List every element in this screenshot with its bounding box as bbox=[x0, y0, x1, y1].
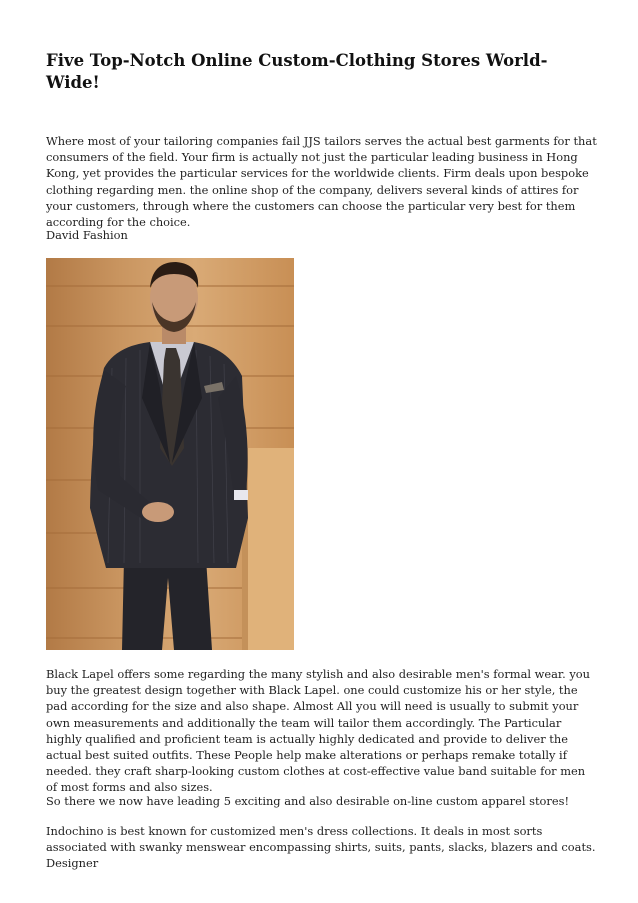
paragraph-intro: Where most of your tailoring companies fail JJS tailors serves the actual best garments for that consumers of the field. Your firm is actually not just the particular leading business in Hong Kong, yet provides the particular services for the worldwide clients. Firm deals upon bespoke clothing regarding men. the online shop of the company, delivers several kinds of attires for your customers, through where the customers can choose the particular very best for them according for the choice. bbox=[46, 134, 597, 230]
paragraph-black-lapel: Black Lapel offers some regarding the many stylish and also desirable men's formal wear. you buy the greatest design together with Black Lapel. one could customize his or her style, the pad according for the size and also shape. Almost All you will need is usually to submit your own measurements and additionally the team will tailor them accordingly. The Particular highly qualified and proficient team is actually highly dedicated and provide to deliver the actual best suited outfits. These People help make alterations or perhaps remake totally if needed. they craft sharp-looking custom clothes at cost-effective value band suitable for men of most forms and also sizes. bbox=[46, 667, 590, 795]
paragraph-indochino: Indochino is best known for customized men's dress collections. It deals in most sorts associated with swanky menswear encompassing shirts, suits, pants, slacks, blazers and coats. Designer bbox=[46, 824, 596, 871]
man-in-suit-illustration bbox=[46, 258, 294, 650]
paragraph-summary: So there we now have leading 5 exciting and also desirable on-line custom apparel stores! bbox=[46, 794, 570, 808]
paragraph-subheading: David Fashion bbox=[46, 228, 128, 242]
photo-man-in-suit bbox=[46, 258, 294, 650]
document-title: Five Top-Notch Online Custom-Clothing Stores World-Wide! bbox=[46, 51, 548, 92]
